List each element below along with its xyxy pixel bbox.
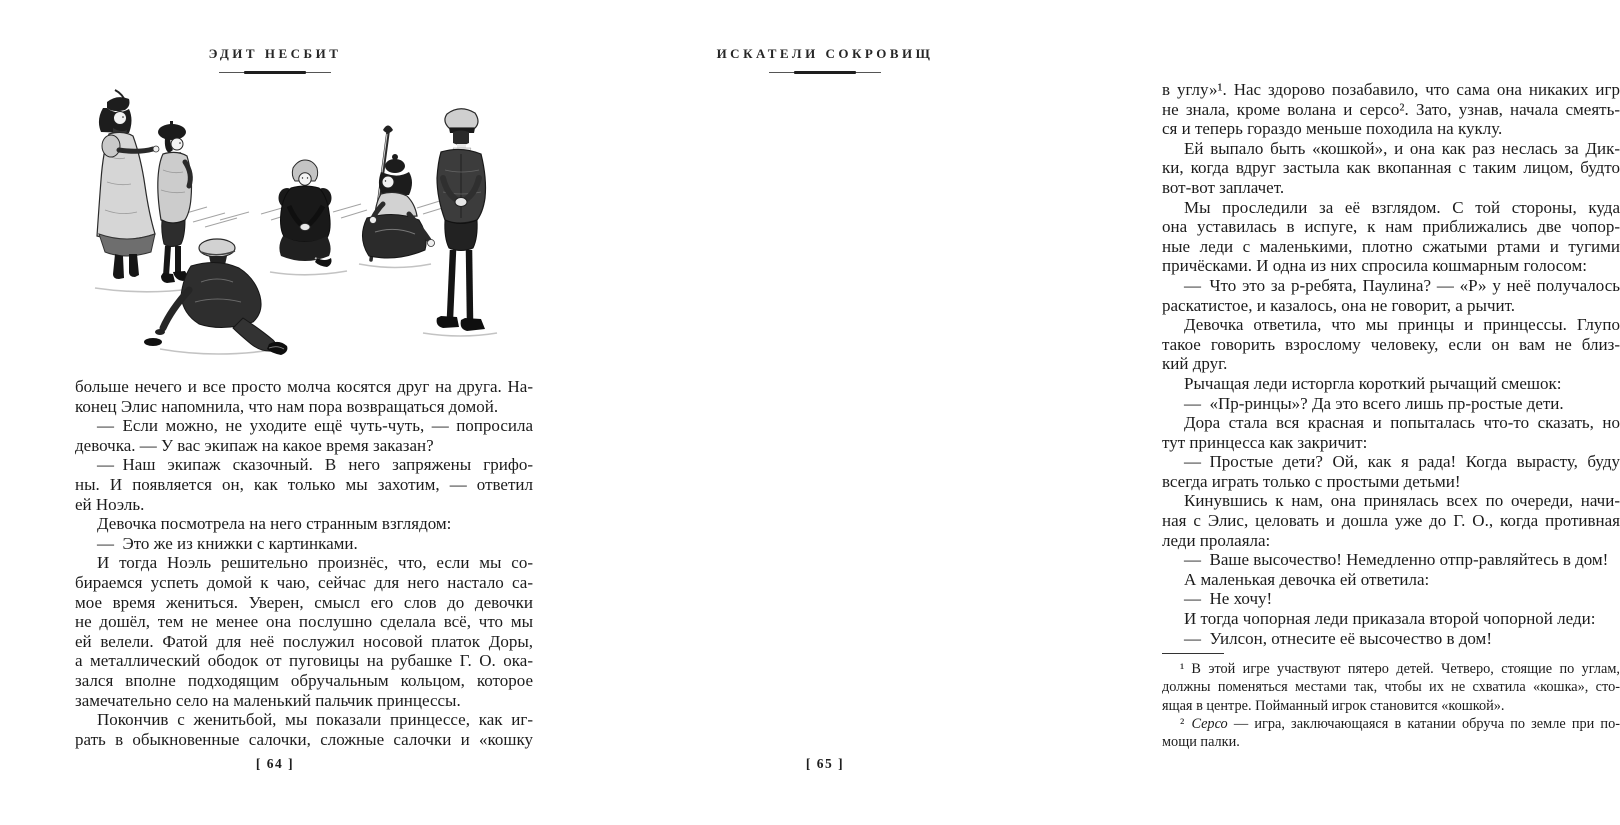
text-line: мое время жениться. Уверен, смысл его слов до девочки bbox=[75, 592, 533, 612]
page-number-left: [ 64 ] bbox=[255, 756, 295, 771]
figure-boy-standing-right bbox=[437, 109, 486, 331]
text-line: — «Пр-ринцы»? Да это всего лишь пр-ростые дети. bbox=[1184, 393, 1564, 413]
text-line: должны поменяться местами так, чтобы их не схватила «кошка», сто- bbox=[1162, 679, 1620, 696]
left-page bbox=[0, 0, 550, 825]
text-line: мощи палки. bbox=[1162, 734, 1240, 751]
figure-girl-with-hoop-stick bbox=[362, 126, 434, 261]
footnotes bbox=[1162, 660, 1620, 751]
text-line: девочка. — У вас экипаж на какое время заказан? bbox=[75, 435, 434, 455]
text-line: — Уилсон, отнесите её высочество в дом! bbox=[1184, 628, 1492, 648]
header-rule bbox=[219, 71, 331, 74]
figure-boy-standing-left bbox=[158, 121, 192, 283]
text-line: бираемся успеть домой к чаю, сейчас для него настало са- bbox=[75, 572, 533, 592]
text-line: больше нечего и все просто молча косятся друг на друга. На- bbox=[75, 377, 533, 396]
right-page bbox=[550, 0, 1620, 825]
text-line: всегда играть только с простыми детьми! bbox=[1162, 471, 1461, 491]
text-line: в углу»¹. Нас здорово позабавило, что сама она никаких игр bbox=[1162, 80, 1620, 99]
text-line: замечательно село на маленький пальчик принцессы. bbox=[75, 690, 461, 710]
text-line: зался вполне подходящим обручальным кольцом, которое bbox=[75, 670, 533, 690]
text-line: Рычащая леди исторгла короткий рычащий смешок: bbox=[1184, 373, 1562, 393]
figure-girl-standing-left bbox=[97, 90, 159, 279]
text-line: ки, когда вдруг застыла как вкопанная с таким лицом, будто bbox=[1162, 158, 1620, 178]
text-line: ей Ноэль. bbox=[75, 494, 145, 514]
text-line: ные леди с маленькими, плотно сжатыми ртами и тугими bbox=[1162, 236, 1620, 256]
text-line: не знала, кроме волана и серсо². Зато, узнав, начала смеять- bbox=[1162, 99, 1620, 119]
text-line: Кинувшись к нам, она принялась всех по очереди, начи- bbox=[1184, 491, 1620, 511]
text-line: Мы проследили за её взглядом. С той стороны, куда bbox=[1184, 197, 1620, 217]
text-line: ся и теперь гораздо меньше походила на куклу. bbox=[1162, 119, 1503, 139]
left-page-text bbox=[75, 377, 533, 749]
text-line: — Если можно, не уходите ещё чуть-чуть, — попросила bbox=[97, 416, 533, 436]
text-line: — Это же из книжки с картинками. bbox=[97, 533, 358, 553]
text-line: — Что это за р-ребята, Паулина? — «Р» у неё получалось bbox=[1184, 275, 1620, 295]
text-line: такое говорить взрослому человеку, если он вам не близ- bbox=[1162, 334, 1620, 354]
text-line: а металлический ободок от пуговицы на рубашке Г. О. ока- bbox=[75, 651, 533, 671]
text-line: конец Элис напомнила, что нам пора возвращаться домой. bbox=[75, 396, 499, 416]
text-line: тут принцесса как закричит: bbox=[1162, 432, 1368, 452]
right-page-text bbox=[1162, 80, 1620, 648]
text-line: вот-вот заплачет. bbox=[1162, 177, 1285, 197]
text-line: рать в обыкновенные салочки, сложные салочки и «кошку bbox=[75, 729, 533, 749]
text-line: ² Серсо — игра, заключающаяся в катании обруча по земле при по- bbox=[1180, 715, 1620, 732]
text-line: раскатистое, и казалось, она не говорит, а рычит. bbox=[1162, 295, 1515, 315]
text-line: ей велели. Фатой для неё послужил носовой платок Доры, bbox=[75, 631, 533, 651]
book-illustration bbox=[65, 86, 535, 376]
footnote-separator bbox=[1162, 653, 1224, 654]
page-number-right: [ 65 ] bbox=[805, 756, 845, 771]
text-line: — Наш экипаж сказочный. В него запряжены грифо- bbox=[97, 455, 533, 475]
text-line: И тогда Ноэль решительно произнёс, что, если мы со- bbox=[97, 553, 533, 573]
text-line: ная с Элис, целовать и дошла уже до Г. О., когда противная bbox=[1162, 511, 1620, 531]
text-line: причёсками. И одна из них спросила кошмарным голосом: bbox=[1162, 256, 1587, 276]
text-line: — Не хочу! bbox=[1184, 589, 1273, 609]
running-head-author: ЭДИТ НЕСБИТ bbox=[208, 46, 342, 61]
text-line: ны. И появляется он, как только мы захотим, — ответил bbox=[75, 474, 533, 494]
text-line: Дора стала вся красная и попыталась что-то сказать, но bbox=[1184, 413, 1620, 433]
text-line: леди пролаяла: bbox=[1162, 530, 1271, 550]
text-line: не дошёл, тем не менее она послушно сделала всё, что мы bbox=[75, 612, 533, 632]
text-line: — Простые дети? Ой, как я рада! Когда вырасту, буду bbox=[1184, 452, 1620, 472]
text-line: Покончив с женитьбой, мы показали принцессе, как иг- bbox=[97, 710, 533, 730]
text-line: ¹ В этой игре участвуют пятеро детей. Четверо, стоящие по углам, bbox=[1180, 661, 1620, 677]
text-line: Ей выпало быть «кошкой», и она как раз неслась за Дик- bbox=[1184, 138, 1620, 158]
text-line: Девочка посмотрела на него странным взглядом: bbox=[97, 514, 452, 534]
text-line: она уставилась в испуге, к нам приближались две чопор- bbox=[1162, 217, 1620, 237]
figure-girl-seated-princess bbox=[279, 160, 332, 267]
text-line: ящая в центре. Пойманный игрок становится «кошкой». bbox=[1162, 697, 1505, 714]
running-head-title: ИСКАТЕЛИ СОКРОВИЩ bbox=[716, 46, 934, 61]
text-line: Девочка ответила, что мы принцы и принцессы. Глупо bbox=[1184, 315, 1620, 335]
text-line: кий друг. bbox=[1162, 354, 1228, 374]
text-line: — Ваше высочество! Немедленно отпр-равляйтесь в дом! bbox=[1184, 550, 1609, 570]
text-line: И тогда чопорная леди приказала второй чопорной леди: bbox=[1184, 609, 1596, 629]
text-line: А маленькая девочка ей ответила: bbox=[1184, 569, 1430, 589]
header-rule bbox=[769, 71, 881, 74]
